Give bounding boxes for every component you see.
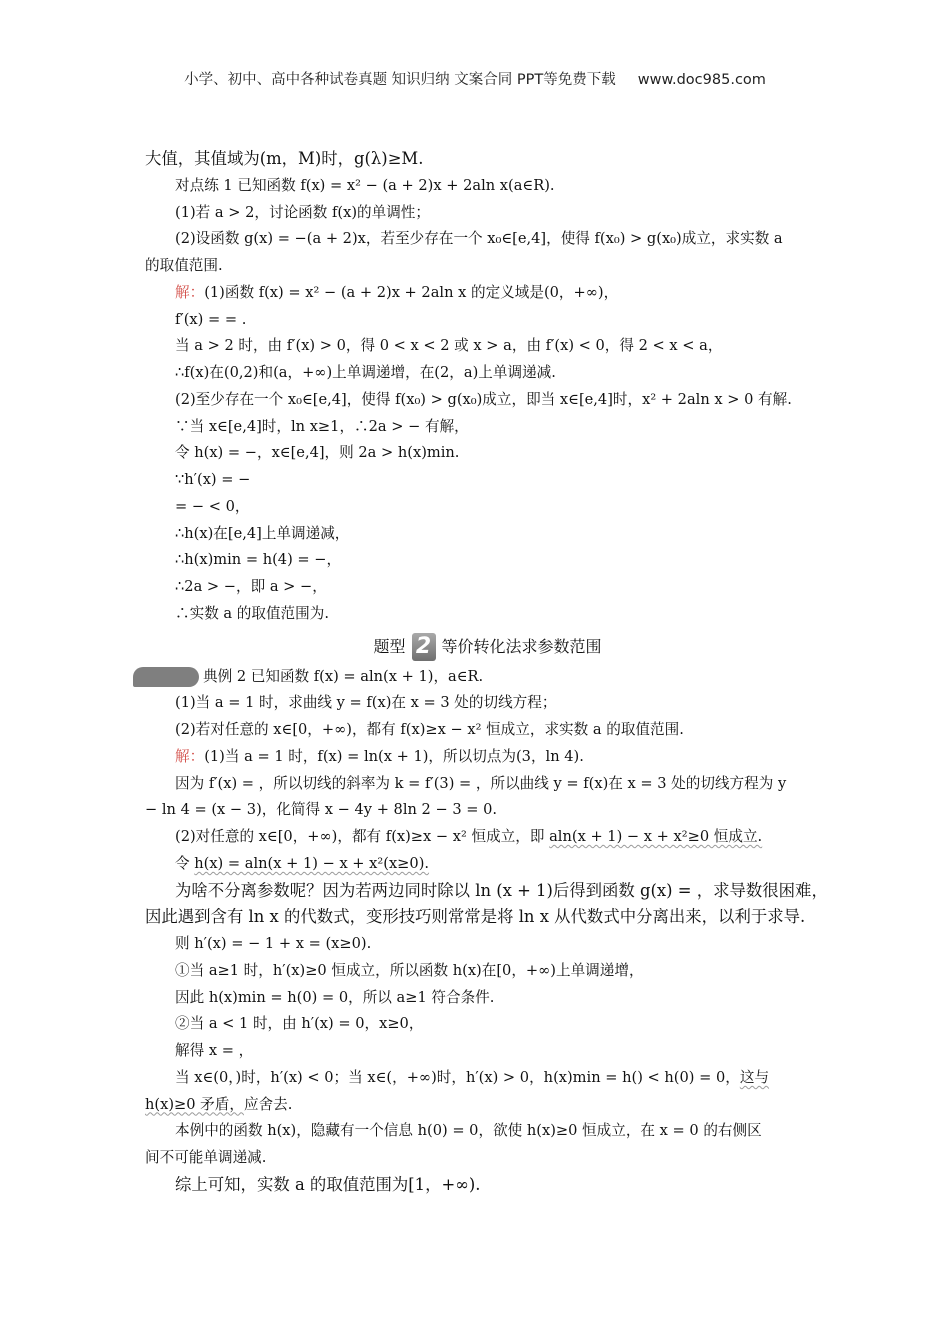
text-line: (2)至少存在一个 x₀∈[e,4]，使得 f(x₀) > g(x₀)成立，即当 x∈[e,4]时，x² + 2aln x > 0 有解.: [175, 390, 792, 408]
text-line: 令 h(x) = −，x∈[e,4]，则 2a > h(x)min.: [175, 444, 460, 462]
text-line: ∴f(x)在(0,2)和(a，+∞)上单调递增，在(2，a)上单调递减.: [175, 364, 556, 381]
text-line: 令 h(x) = aln(x + 1) − x + x²(x≥0).: [175, 854, 430, 872]
text-line: ②当 a < 1 时，由 h′(x) = 0，x≥0，: [175, 1015, 424, 1033]
wavy-underline-text: h(x) = aln(x + 1) − x + x²(x≥0).: [194, 854, 430, 872]
exercise-title: 对点练 1 已知函数 f(x) = x² − (a + 2)x + 2aln x(a∈R).: [175, 176, 555, 194]
text-line: (2)对任意的 x∈[0，+∞)，都有 f(x)≥x − x² 恒成立，即 aln(x + 1) − x + x²≥0 恒成立.: [175, 828, 763, 845]
text-line: 当 a > 2 时，由 f′(x) > 0，得 0 < x < 2 或 x > a，由 f′(x) < 0，得 2 < x < a，: [175, 337, 723, 355]
text-line: (2)若对任意的 x∈[0，+∞)，都有 f(x)≥x − x² 恒成立，求实数 a 的取值范围.: [175, 721, 684, 738]
text-line: ∵h′(x) = −: [175, 471, 251, 488]
text-line: ∴实数 a 的取值范围为.: [175, 604, 329, 622]
text-line: ∴2a > −，即 a > −，: [175, 578, 327, 595]
solution-label: 解：: [175, 747, 205, 765]
solution-label: 解：: [175, 283, 205, 301]
wavy-underline-text: aln(x + 1) − x + x²≥0 恒成立.: [549, 828, 763, 845]
text-line: 则 h′(x) = − 1 + x = (x≥0).: [175, 935, 372, 952]
note-line: 本例中的函数 h(x)，隐藏有一个信息 h(0) = 0，欲使 h(x)≥0 恒成立，在 x = 0 的右侧区: [175, 1122, 762, 1140]
example-line: 典例 2 已知函数 f(x) = aln(x + 1)，a∈R.: [133, 664, 810, 691]
note-line: 间不可能单调递减.: [145, 1149, 267, 1166]
text-line: (1)若 a > 2，讨论函数 f(x)的单调性；: [175, 203, 430, 221]
header-text: 小学、初中、高中各种试卷真题 知识归纳 文案合同 PPT等免费下载: [184, 72, 616, 88]
header-url: www.doc985.com: [637, 72, 766, 88]
topic-title: 等价转化法求参数范围: [441, 636, 602, 656]
text-line: 大值，其值域为(m，M)时，g(λ)≥M.: [145, 149, 424, 168]
text-line: 当 x∈(0，)时，h′(x) < 0；当 x∈(，+∞)时，h′(x) > 0，h(x)min = h() < h(0) = 0，这与: [175, 1068, 770, 1086]
note-line: 因此遇到含有 ln x 的代数式，变形技巧则常常是将 ln x 从代数式中分离出来，以利于求导.: [145, 907, 806, 927]
text-line: (2)设函数 g(x) = −(a + 2)x，若至少存在一个 x₀∈[e,4]，使得 f(x₀) > g(x₀)成立，求实数 a: [175, 230, 783, 248]
text-line: ①当 a≥1 时，h′(x)≥0 恒成立，所以函数 h(x)在[0，+∞)上单调递增，: [175, 961, 644, 979]
conclusion-line: 综上可知，实数 a 的取值范围为[1，+∞).: [175, 1174, 481, 1194]
text-line: h(x)≥0 矛盾，应舍去.: [145, 1095, 293, 1113]
document-body: [145, 146, 828, 1199]
text-line: (1)当 a = 1 时，求曲线 y = f(x)在 x = 3 处的切线方程；: [175, 694, 557, 712]
topic-prefix: 题型: [373, 636, 406, 656]
text-line: ∴h(x)在[e,4]上单调递减，: [175, 524, 350, 542]
text-line: ∴h(x)min = h(4) = −，: [175, 551, 342, 569]
text-line: f′(x) = = .: [175, 310, 247, 328]
note-line: 为啥不分离参数呢？因为若两边同时除以 ln (x + 1)后得到函数 g(x) = ，求导数很困难，: [175, 880, 828, 900]
topic-number-badge: 2: [412, 633, 436, 661]
text-line: ∵当 x∈[e,4]时，ln x≥1，∴2a > − 有解，: [175, 417, 469, 435]
text-line: 因此 h(x)min = h(0) = 0，所以 a≥1 符合条件.: [175, 988, 495, 1006]
text-line: = − < 0，: [175, 497, 250, 515]
solution-line: 解：(1)函数 f(x) = x² − (a + 2)x + 2aln x 的定义域是(0，+∞)，: [175, 283, 619, 301]
page-header: [0, 68, 950, 89]
topic-heading: [145, 632, 810, 662]
wavy-underline-text: h(x)≥0 矛盾，: [145, 1095, 244, 1113]
text-line: 解得 x = ，: [175, 1042, 254, 1059]
text-line: 因为 f′(x) = ，所以切线的斜率为 k = f′(3) = ，所以曲线 y = f(x)在 x = 3 处的切线方程为 y: [175, 774, 787, 792]
text-line: − ln 4 = (x − 3)，化简得 x − 4y + 8ln 2 − 3 = 0.: [145, 801, 498, 819]
solution-line: 解：(1)当 a = 1 时，f(x) = ln(x + 1)，所以切点为(3，ln 4).: [175, 747, 584, 765]
text-line: 的取值范围.: [145, 257, 223, 274]
example-marker: [133, 667, 199, 687]
wavy-underline-text: 这与: [739, 1068, 770, 1086]
